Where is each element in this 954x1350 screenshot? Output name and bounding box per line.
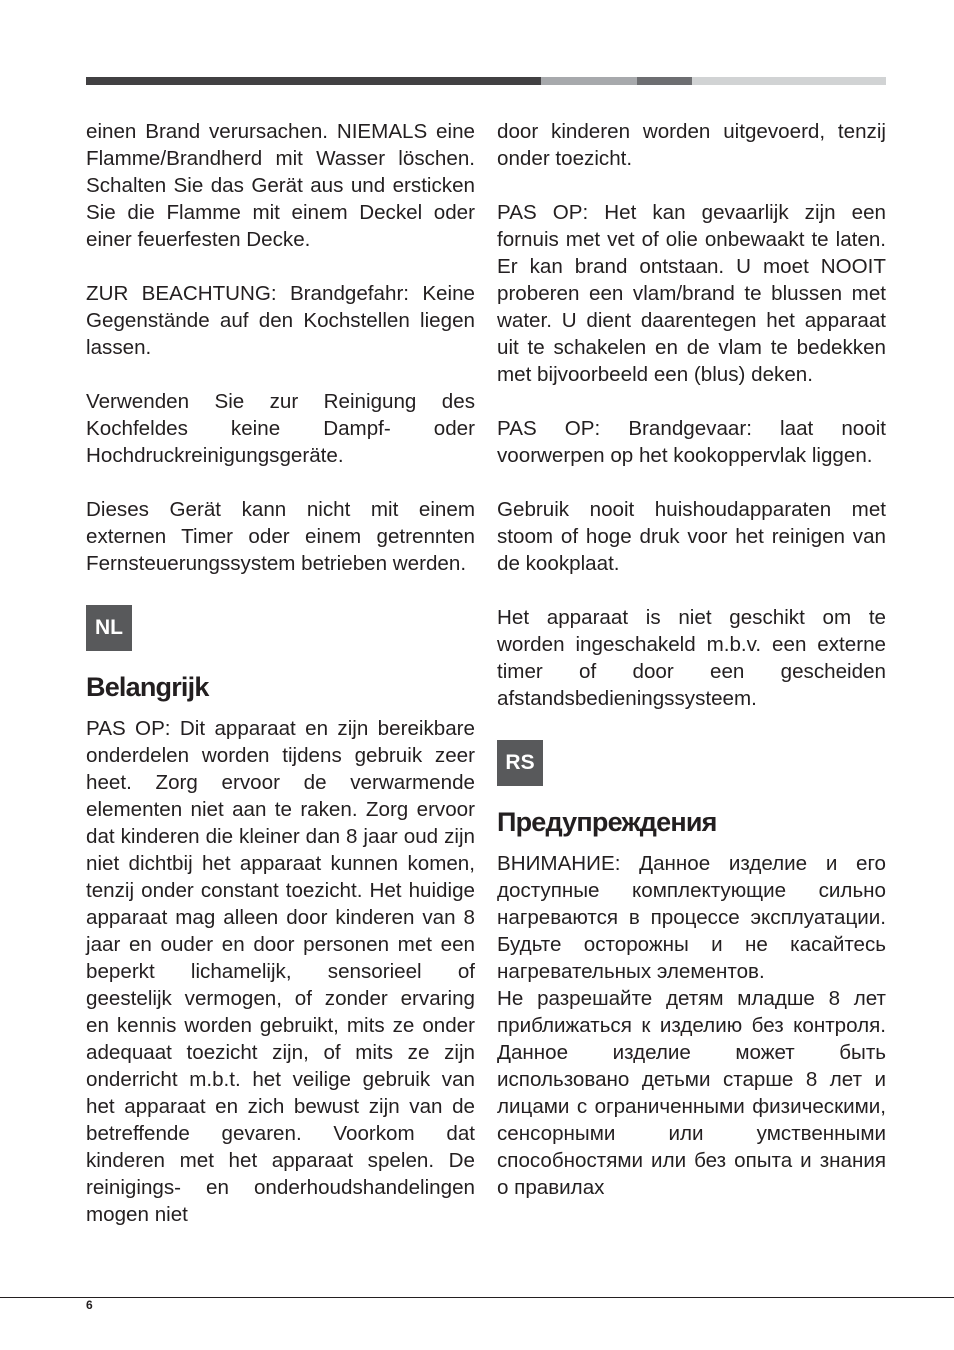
nl-paragraph-5: Het apparaat is niet geschikt om te worden ingeschakeld m.b.v. een externe timer of door een gescheiden afstandsbedieningssysteem. <box>497 606 886 710</box>
section-title-rs: Предупреждения <box>497 807 717 837</box>
footer-rule <box>0 1297 954 1298</box>
section-title-nl: Belangrijk <box>86 672 209 702</box>
nl-paragraph-2: PAS OP: Het kan gevaarlijk zijn een fornuis met vet of olie onbewaakt te laten. Er kan brand ontstaan. U moet NOOIT proberen een vlam/brand te blussen met water. U dient daarentegen het apparaat uit te schakelen en de vlam te bedekken met bijvoorbeeld een (blus) deken. <box>497 201 886 386</box>
header-bar-segment-mid <box>637 77 692 85</box>
right-column <box>497 118 886 1201</box>
de-paragraph-1: einen Brand verursachen. NIEMALS eine Flamme/Brandherd mit Wasser löschen. Schalten Sie das Gerät aus und ersticken Sie die Flamme mit einem Deckel oder einer feuerfesten Decke. <box>86 120 475 251</box>
de-paragraph-3: Verwenden Sie zur Reinigung des Kochfeldes keine Dampf- oder Hochdruckreinigungsgeräte. <box>86 390 475 467</box>
header-bar-segment-pale <box>692 77 886 85</box>
left-column <box>86 118 475 1228</box>
nl-paragraph-1: door kinderen worden uitgevoerd, tenzij onder toezicht. <box>497 120 886 170</box>
rs-warning-paragraph-2: Не разрешайте детям младше 8 лет приближаться к изделию без контроля. Данное изделие может быть использовано детьми старше 8 лет и лицами с ограниченными физическими, сенсорными или умственными способностями или без опыта и знания о правилах <box>497 987 886 1199</box>
de-paragraph-4: Dieses Gerät kann nicht mit einem externen Timer oder einem getrennten Fernsteuerungssystem betrieben werden. <box>86 498 475 575</box>
nl-paragraph-3: PAS OP: Brandgevaar: laat nooit voorwerpen op het kookoppervlak liggen. <box>497 417 886 467</box>
rs-warning-paragraph-1: ВНИМАНИЕ: Данное изделие и его доступные комплектующие сильно нагреваются в процессе эксплуатации. Будьте осторожны и не касайтесь нагревательных элементов. <box>497 852 886 983</box>
nl-warning-paragraph: PAS OP: Dit apparaat en zijn bereikbare onderdelen worden tijdens gebruik zeer heet. Zorg ervoor de verwarmende elementen niet aan te raken. Zorg ervoor dat kinderen die kleiner dan 8 jaar oud zijn niet dichtbij het apparaat kunnen komen, tenzij onder constant toezicht. Het huidige apparaat mag alleen door kinderen van 8 jaar en ouder en door personen met een beperkt lichamelijk, sensorieel of geestelijk vermogen, of zonder ervaring en kennis worden gebruikt, mits ze onder adequaat toezicht zijn, of mits ze zijn onderricht m.b.t. het veilige gebruik van het apparaat en zich bewust zijn van de betreffende gevaren. Voorkom dat kinderen met het apparaat spelen. De reinigings- en onderhoudshandelingen mogen niet <box>86 717 475 1226</box>
header-bar-segment-dark <box>86 77 541 85</box>
nl-paragraph-4: Gebruik nooit huishoudapparaten met stoom of hoge druk voor het reinigen van de kookplaat. <box>497 498 886 575</box>
de-paragraph-2: ZUR BEACHTUNG: Brandgefahr: Keine Gegenstände auf den Kochstellen liegen lassen. <box>86 282 475 359</box>
header-bar-segment-light <box>541 77 637 85</box>
page-number: 6 <box>86 1298 93 1312</box>
language-badge-rs: RS <box>497 740 543 786</box>
header-color-bar <box>86 77 886 85</box>
language-badge-nl: NL <box>86 605 132 651</box>
